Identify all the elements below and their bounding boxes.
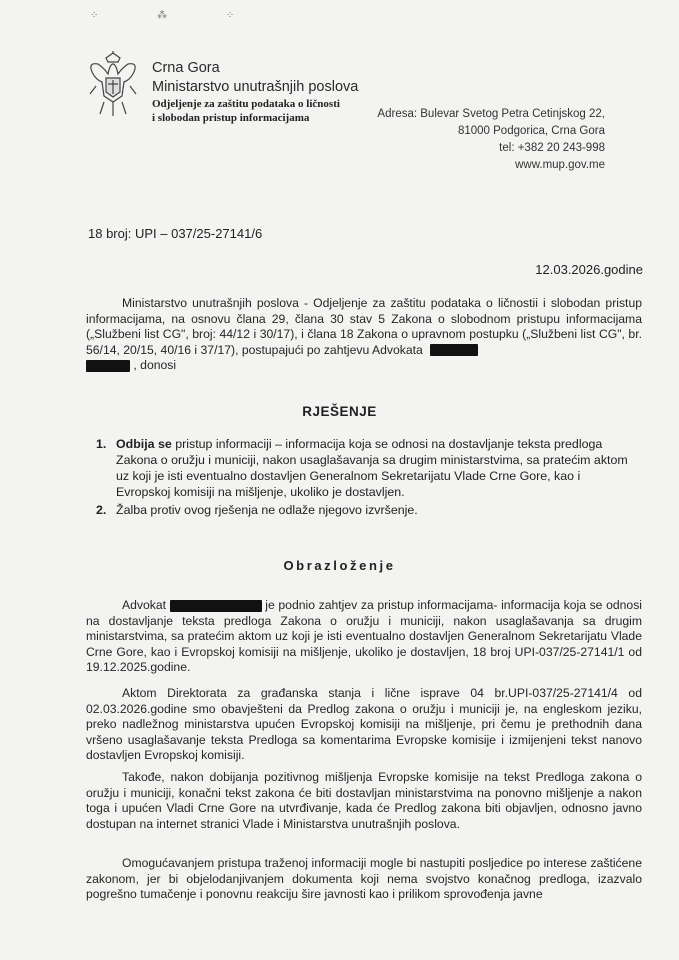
address-line-2: 81000 Podgorica, Crna Gora: [457, 125, 605, 137]
redaction-bar: [170, 600, 262, 612]
redaction-bar: [430, 344, 478, 356]
reasoning-paragraph-4: Omogućavanjem pristupa traženoj informaciji mogle bi nastupiti posljedice po interese zaštićene zakonom, jer bi objelodanjivanjem dokumenta koji nema svojstvo konačnog predloga, izazvalo pogrešno tumačenje i ponovnu reakciju šire javnosti kao i prilikom sprovođenja javne: [86, 856, 642, 901]
scan-marks: ⁘ ⁂ ⁘: [90, 10, 263, 21]
item-text: pristup informaciji – informacija koja se odnosi na dostavljanje teksta predloga Zakona o oružju i municiji, nakon usaglašavanja sa drugim ministarstvima, sa pratećim aktom uz koji je isti eventualno dostavljen Generalnom Sekretarijatu Vlade Crne Gore, kao i Evropskoj komisiji na mišljenje, ukoliko je dostavljen.: [116, 437, 628, 499]
reasoning-p1-rest: je podnio zahtjev za pristup informacijama- informacija koja se odnosi na dostavljanje teksta predloga Zakona o oružju i municiji, nakon usaglašavanja sa drugim ministarstvima, sa pratećim aktom uz koji je isti eventualno dostavljen Generalnom Sekretarijatu Vlade Crne Gore, kao i Evropskoj komisiji na mišljenje, ukoliko je dostavljen, 18 broj UPI-037/25-27141/1 od 19.12.2025.godine.: [86, 598, 642, 674]
reasoning-paragraph-2: Aktom Direktorata za građanska stanja i lične isprave 04 br.UPI-037/25-27141/4 od 02.03.2026.godine smo obavješteni da Predlog zakona o oružju i municiji je, na engleskom jeziku, preko nadležnog ministarstva upućen Evropskoj komisiji na mišljenje, pri čemu je prethodnih dana vršeno usaglašavanje teksta Predloga sa komentarima Evropske komisije i izmijenjeni tekst nanovo dostavljen Evropskoj komisiji.: [86, 686, 642, 762]
item-number: 2.: [96, 503, 107, 517]
coat-of-arms-icon: [86, 50, 140, 120]
address-phone: tel: +382 20 243-998: [499, 142, 605, 154]
country-name: Crna Gora: [152, 60, 220, 76]
item-number: 1.: [96, 437, 107, 451]
reasoning-paragraph-1: [86, 598, 642, 676]
intro-paragraph: [86, 296, 642, 374]
item-text: Žalba protiv ovog rješenja ne odlaže njegovo izvršenje.: [116, 503, 418, 517]
address-block: [377, 106, 605, 174]
reference-number: 18 broj: UPI – 037/25-27141/6: [88, 226, 263, 241]
ministry-name: Ministarstvo unutrašnjih poslova: [152, 78, 359, 95]
decision-item: [96, 436, 636, 500]
department-line-2: i slobodan pristup informacijama: [152, 111, 310, 124]
department-line-1: Odjeljenje za zaštitu podataka o ličnosti: [152, 98, 340, 111]
header-organization: [152, 60, 358, 125]
redaction-bar: [86, 360, 130, 372]
intro-end: , donosi: [133, 358, 177, 372]
item-bold-text: Odbija se: [116, 437, 172, 451]
reasoning-paragraph-3: Takođe, nakon dobijanja pozitivnog mišljenja Evropske komisije na tekst Predloga zakona o oružju i municiji, konačni tekst zakona će biti dostavljan ministarstvima na ponovno mišljenje a nakon toga i upućen Vladi Crne Gore na utvrđivanje, kada će Predlog zakona biti objavljen, odnosno javno dostupan na internet stranici Vlade i Ministarstva unutrašnjih poslova.: [86, 770, 642, 831]
intro-text: Ministarstvo unutrašnjih poslova - Odjeljenje za zaštitu podataka o ličnostii i slobodan pristup informacijama, na osnovu člana 29, člana 30 stav 5 Zakona o slobodnom pristupu informacijama („Službeni list CG", broj: 44/12 i 30/17), i člana 18 Zakona o upravnom postupku („Službeni list CG", br. 56/14, 20/15, 40/16 i 37/17), postupajući po zahtjevu Advokata: [86, 296, 642, 357]
address-line-1: Adresa: Bulevar Svetog Petra Cetinjskog 22,: [377, 108, 605, 120]
decision-list: [96, 436, 636, 520]
reasoning-p1-start: Advokat: [122, 598, 167, 612]
address-website: www.mup.gov.me: [515, 159, 605, 171]
document-date: 12.03.2026.godine: [535, 262, 643, 277]
decision-item: [96, 502, 636, 518]
reasoning-title: Obrazloženje: [283, 558, 396, 573]
decision-title: RJEŠENJE: [302, 404, 377, 419]
department-name: [152, 98, 358, 124]
